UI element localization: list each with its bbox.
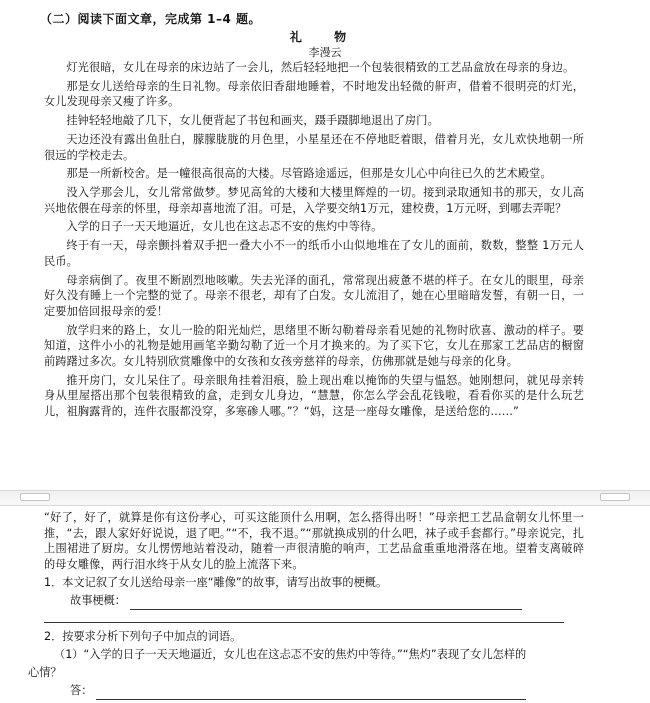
page-break-marker-right [600,493,630,501]
page-break-marker-left [20,493,50,501]
article-body-part1 [44,60,584,423]
question-2-1-cont: 心情？ [28,666,62,679]
question-1: 1．本文记叙了女儿送给母亲一座“雕像”的故事，请写出故事的梗概。 [44,576,388,589]
paragraph: “好了，好了，就算是你有这份孝心，可买这能顶什么用啊，怎么搭得出呀！”母亲把工艺品盒朝女儿怀里一推，“去，跟人家好好说说，退了吧。”“不，我不退。”“那就换成别的什么吧，袜子或手套都行。”母亲说完，扎上围裙进了厨房。女儿愣愣地站着没动，随着一声很清脆的响声，工艺品盒重重地滑落在地。望着支离破碎的母女雕像，两行泪水终于从女儿的脸上流落下来。 [44,511,584,571]
question-2: 2．按要求分析下列句子中加点的词语。 [44,630,242,643]
paragraph: 那是一所新校舍。是一幢很高很高的大楼。尽管路途遥远，但那是女儿心中向往已久的艺术殿堂。 [66,167,552,181]
questions-2 [28,628,604,700]
answer-line[interactable] [96,685,526,700]
paragraph: 挂钟轻轻地敲了几下，女儿便背起了书包和画夹，蹑手蹑脚地退出了房门。 [66,114,439,128]
paragraph: 母亲病倒了。夜里不断剧烈地咳嗽。失去光泽的面孔，常常现出疲惫不堪的样子。在女儿的眼里，母亲好久没有睡上一个完整的觉了。母亲不很老，却有了白发。女儿流泪了，她在心里暗暗发誓，有朝一日，一定要加倍回报母亲的爱！ [44,273,584,318]
paragraph: 放学归来的路上，女儿一脸的阳光灿烂，思绪里不断勾勒着母亲看见她的礼物时欣喜、激动的样子。要知道，这件小小的礼物是她用画笔辛勤勾勒了近一个月才换来的。为了买下它，女儿在那家工艺品店的橱窗前踌躇过多次。女儿特别欣赏雕像中的女孩和女孩旁慈祥的母亲，仿佛那就是她与母亲的化身。 [44,323,584,368]
question-1-answer-row [44,592,604,610]
question-2-1: （1）“入学的日子一天天地逼近，女儿也在这忐忑不安的焦灼中等待。”“焦灼”表现了女儿怎样的 [54,648,527,661]
section-heading: （二）阅读下面文章，完成第 1–4 题。 [40,12,262,26]
answer-line-2[interactable] [44,622,564,623]
paragraph: 那是女儿送给母亲的生日礼物。母亲依旧香甜地睡着，不时地发出轻微的鼾声，借着不很明亮的灯光，女儿发现母亲又瘦了许多。 [44,79,584,109]
summary-answer-line[interactable] [130,595,522,610]
paragraph: 天边还没有露出鱼肚白，朦朦胧胧的月色里，小星星还在不停地眨着眼，借着月光，女儿欢快地朝一所很远的学校走去。 [44,132,584,162]
questions [44,574,604,610]
paragraph: 灯光很暗，女儿在母亲的床边站了一会儿，然后轻轻地把一个包装很精致的工艺品盒放在母亲的身边。 [66,61,575,74]
paragraph: 入学的日子一天天地逼近，女儿也在这忐忑不安的焦灼中等待。 [66,220,383,234]
article-body-part2 [44,510,584,576]
paragraph: 推开房门，女儿呆住了。母亲眼角挂着泪痕，脸上现出难以掩饰的失望与愠怒。她刚想问，就见母亲转身从里屋搭出那个包装很精致的盒，走到女儿身边，“慧慧，你怎么学会乱花钱啦，看看你买的是什么玩艺儿，祖胸露背的，连件衣服都没穿，多寒碜人哪。”？“妈，这是一座母女雕像，是送给您的……” [44,373,584,418]
paragraph: 没入学那会儿，女儿常常做梦。梦见高耸的大楼和大楼里辉煌的一切。接到录取通知书的那天，女儿高兴地依偎在母亲的怀里，母亲却喜地流了泪。可是，入学要交纳1万元，建校费，1万元呀，到哪去弄呢？ [44,186,584,215]
summary-label: 故事梗概： [70,594,126,607]
answer-label: 答： [70,684,93,697]
article-title: 礼 物 [289,30,361,44]
article-author: 李漫云 [308,46,342,59]
paragraph: 终于有一天，母亲颤抖着双手把一叠大小不一的纸币小山似地堆在了女儿的面前，数数，整整 1万元人民币。 [44,239,584,268]
page-break-band [0,490,650,506]
question-2-answer-row [44,682,604,700]
